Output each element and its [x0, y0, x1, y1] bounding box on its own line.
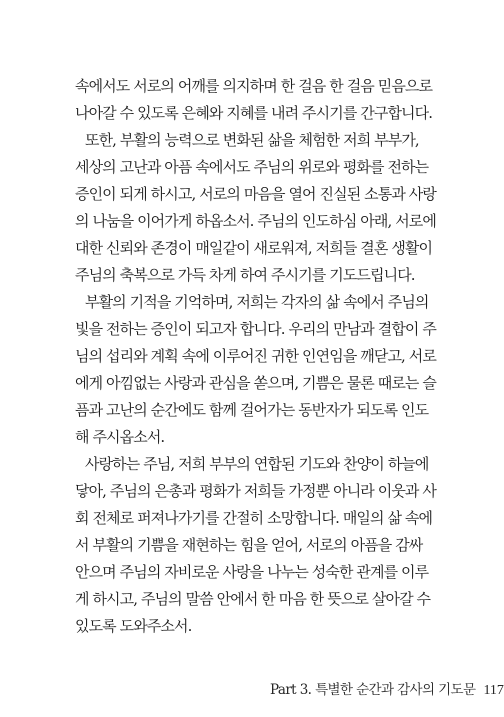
body-line: 게 하시고, 주님의 말씀 안에서 한 마음 한 뜻으로 살아갈 수: [75, 590, 431, 608]
body-line: 대한 신뢰와 존경이 매일같이 새로워져, 저희들 결혼 생활이: [75, 239, 433, 257]
body-line: 사랑하는 주님, 저희 부부의 연합된 기도와 찬양이 하늘에: [85, 455, 429, 473]
body-line: 있도록 도와주소서.: [75, 617, 192, 635]
body-line: 증인이 되게 하시고, 서로의 마음을 열어 진실된 소통과 사랑: [75, 185, 436, 203]
page-number: 117: [483, 683, 504, 698]
body-line: 주님의 축복으로 가득 차게 하여 주시기를 기도드립니다.: [75, 266, 415, 284]
body-line: 속에서도 서로의 어깨를 의지하며 한 걸음 한 걸음 믿음으로: [75, 77, 433, 95]
running-footer: [270, 681, 504, 700]
body-line: 세상의 고난과 아픔 속에서도 주님의 위로와 평화를 전하는: [75, 158, 429, 176]
body-line: 또한, 부활의 능력으로 변화된 삶을 체험한 저희 부부가,: [85, 131, 419, 149]
body-line: 안으며 주님의 자비로운 사랑을 나누는 성숙한 관계를 이루: [75, 563, 429, 581]
body-line: 부활의 기적을 기억하며, 저희는 각자의 삶 속에서 주님의: [85, 293, 429, 311]
body-line: 해 주시옵소서.: [75, 428, 165, 446]
body-line: 닿아, 주님의 은총과 평화가 저희들 가정뿐 아니라 이웃과 사: [75, 482, 436, 500]
body-line: 서 부활의 기쁨을 재현하는 힘을 얻어, 서로의 아픔을 감싸: [75, 536, 423, 554]
body-line: 회 전체로 퍼져나가기를 간절히 소망합니다. 매일의 삶 속에: [75, 509, 433, 527]
body-line: 에게 아낌없는 사랑과 관심을 쏟으며, 기쁨은 물론 때로는 슬: [75, 374, 436, 392]
body-line: 님의 섭리와 계획 속에 이루어진 귀한 인연임을 깨닫고, 서로: [75, 347, 436, 365]
body-line: 빛을 전하는 증인이 되고자 합니다. 우리의 만남과 결합이 주: [75, 320, 436, 338]
footer-section-title: Part 3. 특별한 순간과 감사의 기도문: [270, 682, 476, 698]
body-line: 픔과 고난의 순간에도 함께 걸어가는 동반자가 되도록 인도: [75, 401, 429, 419]
body-line: 의 나눔을 이어가게 하옵소서. 주님의 인도하심 아래, 서로에: [75, 212, 436, 230]
body-line: 나아갈 수 있도록 은혜와 지혜를 내려 주시기를 간구합니다.: [75, 104, 433, 122]
